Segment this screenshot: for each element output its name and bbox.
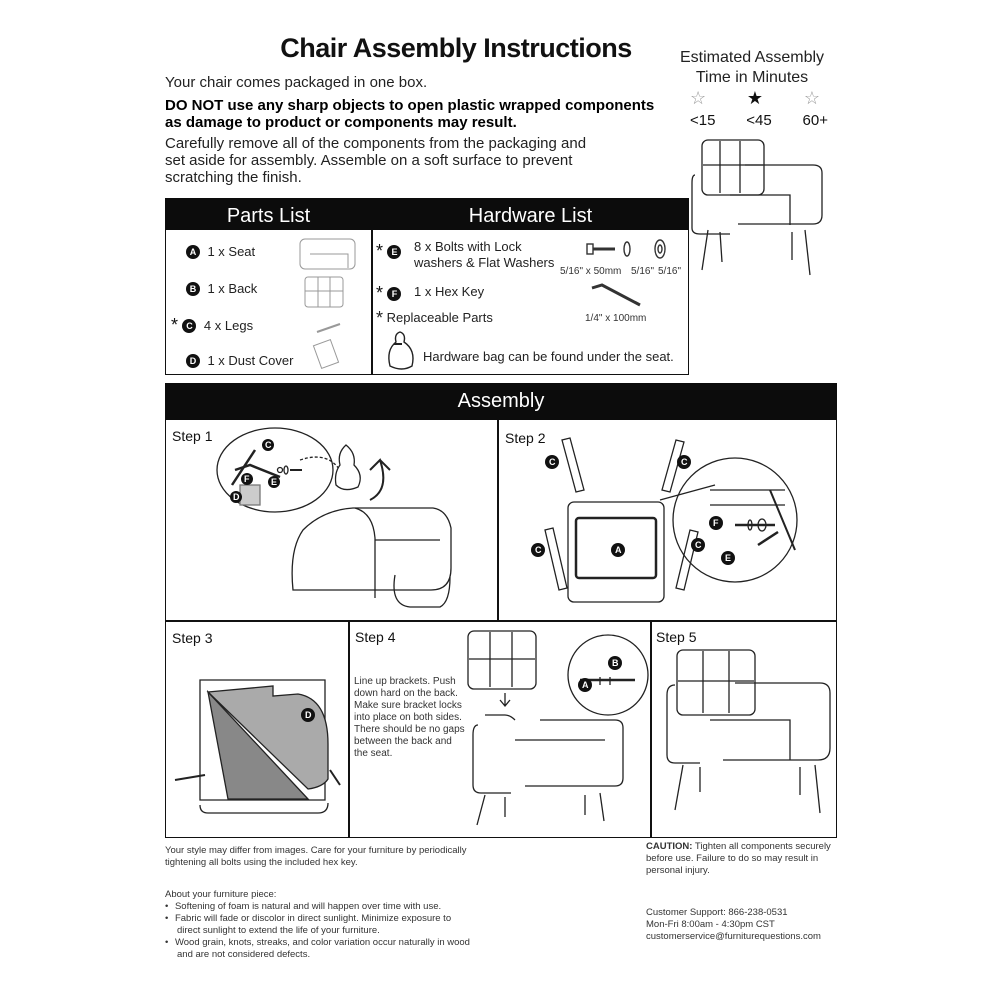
replaceable-text: Replaceable Parts [386, 309, 493, 325]
hardware-list-title: Hardware List [372, 198, 689, 230]
hardware-bolts-line1: 8 x Bolts with Lock [414, 239, 522, 254]
assembly-divider [348, 620, 350, 838]
parts-list-title: Parts List [165, 198, 372, 230]
hex-key-icon [588, 282, 648, 310]
intro-instructions-2: set aside for assembly. Assemble on a soft surface to prevent [165, 152, 573, 169]
customer-support [646, 907, 821, 943]
estimate-label: <15 [690, 112, 716, 129]
estimate-label: 60+ [802, 112, 828, 129]
svg-text:C: C [549, 457, 556, 467]
bolt-size-2: 5/16" [631, 266, 655, 277]
part-label: 1 x Dust Cover [207, 353, 294, 368]
svg-text:D: D [233, 492, 240, 502]
intro-packaging: Your chair comes packaged in one box. [165, 74, 428, 91]
step-1-label: Step 1 [172, 428, 213, 444]
caution-label: CAUTION: [646, 841, 693, 852]
step-4-note-line: the seat. [354, 748, 393, 759]
caution-line3: personal injury. [646, 865, 710, 876]
hex-key-size: 1/4" x 100mm [585, 313, 647, 324]
hardware-hex-key [376, 283, 401, 304]
svg-text:F: F [244, 474, 250, 484]
estimate-heading [667, 48, 837, 88]
part-letter: B [186, 282, 200, 296]
svg-text:B: B [612, 658, 619, 668]
hardware-bolts-text [414, 239, 554, 271]
star-outline-icon: ☆ [803, 88, 820, 108]
svg-text:C: C [265, 440, 272, 450]
svg-text:F: F [713, 518, 719, 528]
part-item-legs [171, 315, 253, 336]
hardware-letter: F [387, 287, 401, 301]
support-phone: Customer Support: 866-238-0531 [646, 907, 788, 918]
svg-text:A: A [615, 545, 622, 555]
part-letter: C [182, 319, 196, 333]
step-3-label: Step 3 [172, 630, 213, 646]
step-4-illustration [460, 625, 648, 835]
caution-line2: before use. Failure to do so may result in [646, 853, 819, 864]
step-4-label: Step 4 [355, 629, 396, 645]
assembly-divider [650, 620, 652, 838]
bolt-size-3: 5/16" [658, 266, 682, 277]
part-label: 1 x Seat [207, 244, 256, 259]
bolt-size-1: 5/16" x 50mm [560, 266, 622, 277]
step-2-illustration [510, 430, 832, 615]
replaceable-marker: * [171, 315, 179, 335]
about-item: Wood grain, knots, streaks, and color variation occur naturally in wood [174, 937, 470, 948]
hardware-bag-icon [384, 330, 416, 372]
assembly-divider [165, 620, 837, 622]
hardware-hex-text: 1 x Hex Key [414, 284, 485, 299]
step-1-illustration [210, 430, 480, 615]
step-4-note-line: into place on both sides. [354, 712, 462, 723]
svg-text:D: D [305, 710, 312, 720]
step-5-label: Step 5 [656, 629, 697, 645]
step-4-note-line: down hard on the back. [354, 688, 458, 699]
support-hours: Mon-Fri 8:00am - 4:30pm CST [646, 919, 775, 930]
hardware-bag-note: Hardware bag can be found under the seat. [423, 349, 674, 364]
hardware-letter: E [387, 245, 401, 259]
about-item: direct sunlight to extend the life of your furniture. [177, 925, 380, 936]
step-4-note-line: There should be no gaps [354, 724, 465, 735]
replaceable-marker: * [376, 308, 384, 328]
replaceable-marker: * [376, 241, 384, 261]
about-item: Fabric will fade or discolor in direct sunlight. Minimize exposure to [174, 913, 452, 924]
part-label: 1 x Back [207, 281, 258, 296]
style-note-line1: Your style may differ from images. Care for your furniture by periodically [165, 845, 467, 856]
estimate-heading-line1: Estimated Assembly [679, 49, 825, 66]
step-5-illustration [665, 645, 835, 820]
step-4-note-line: Line up brackets. Push [354, 676, 456, 687]
part-label: 4 x Legs [203, 317, 254, 333]
warning-line-2: as damage to product or components may result. [165, 114, 517, 131]
page-title: Chair Assembly Instructions [280, 33, 632, 63]
about-item: Softening of foam is natural and will happen over time with use. [174, 901, 442, 912]
estimate-heading-line2: Time in Minutes [695, 69, 809, 86]
replaceable-marker: * [376, 283, 384, 303]
step-4-note [354, 676, 465, 760]
svg-text:C: C [681, 457, 688, 467]
caution-line1: Tighten all components securely [692, 841, 831, 852]
style-note-line2: tightening all bolts using the included hex key. [165, 857, 358, 868]
warning-line-1: DO NOT use any sharp objects to open plastic wrapped components [165, 97, 655, 114]
about-section: About your furniture piece: • Softening of foam is natural and will happen over time with use. • Fabric will fade or discolor in direct sunlight. Minimize exposure to direct sunlight to extend the life of your furniture. • Wood grain, knots, streaks, and color variation occur naturally in wood and are not considered defects. [165, 889, 470, 960]
part-letter: D [186, 354, 200, 368]
estimate-label: <45 [746, 112, 772, 129]
support-email[interactable]: customerservice@furniturequestions.com [646, 931, 821, 942]
svg-text:E: E [271, 477, 278, 487]
part-item-back [186, 280, 257, 298]
bolt-washer-icon [585, 238, 675, 262]
intro-instructions-3: scratching the finish. [165, 169, 302, 186]
part-item-dust-cover [186, 352, 293, 370]
svg-text:C: C [535, 545, 542, 555]
caution-note [646, 841, 846, 877]
intro-instructions-1: Carefully remove all of the components from the packaging and [165, 135, 587, 152]
estimate-stars [690, 88, 820, 109]
svg-text:C: C [695, 540, 702, 550]
step-4-note-line: between the back and [354, 736, 452, 747]
about-item: and are not considered defects. [177, 949, 311, 960]
parts-thumbnails [295, 234, 367, 374]
part-item-seat [186, 243, 255, 261]
style-note [165, 845, 467, 869]
assembly-title: Assembly [165, 383, 837, 420]
about-heading: About your furniture piece: [165, 889, 277, 900]
step-3-illustration [170, 650, 345, 830]
svg-text:E: E [725, 553, 732, 563]
chair-illustration [690, 135, 830, 275]
star-filled-icon: ★ [746, 88, 764, 108]
svg-text:A: A [582, 680, 589, 690]
hardware-bolts [376, 241, 401, 262]
part-letter: A [186, 245, 200, 259]
hardware-bolts-line2: washers & Flat Washers [414, 255, 555, 270]
replaceable-legend [376, 308, 493, 329]
step-2-label: Step 2 [505, 430, 546, 446]
estimate-labels [690, 112, 828, 129]
assembly-divider [497, 420, 499, 620]
step-4-note-line: Make sure bracket locks [354, 700, 462, 711]
star-outline-icon: ☆ [690, 88, 707, 108]
